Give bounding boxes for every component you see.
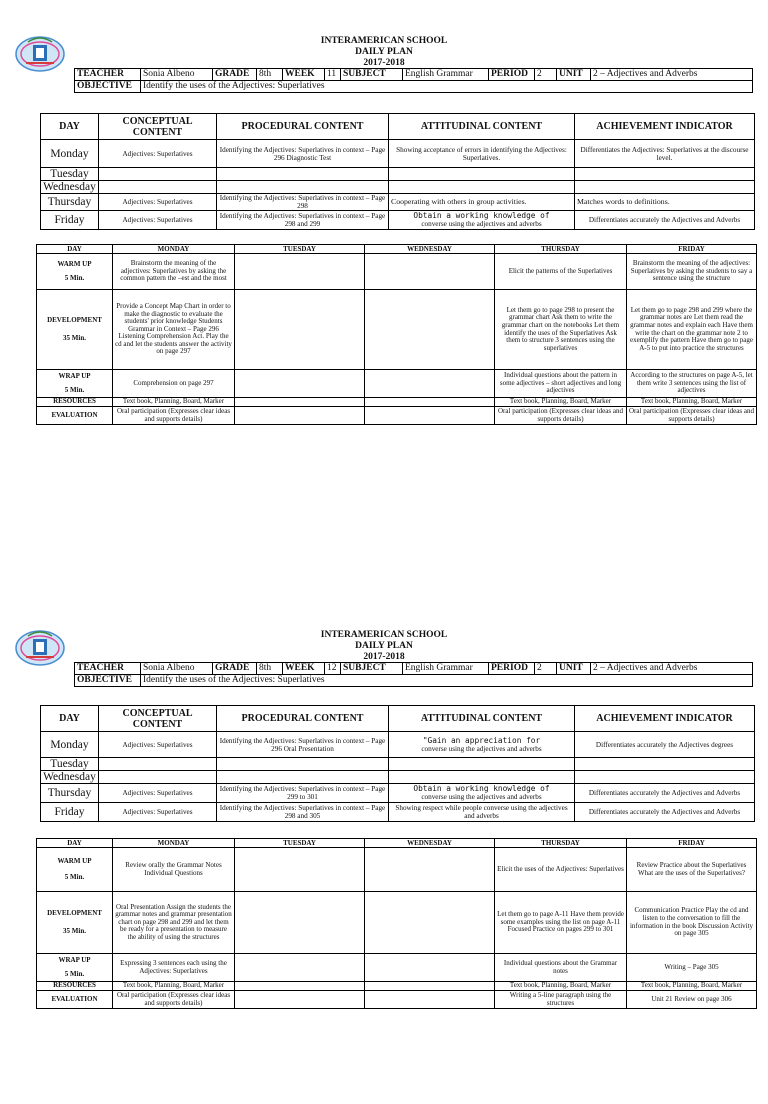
resources-monday: Text book, Planning, Board, Marker [113,982,235,991]
warmup-row [37,848,757,892]
period-label: PERIOD [489,663,535,675]
wrapup-wednesday [365,370,495,398]
evaluation-row [37,991,757,1009]
evaluation-wednesday [365,407,495,425]
resources-label: RESOURCES [37,982,113,991]
header-attitudinal: ATTITUDINAL CONTENT [389,706,575,732]
table-row [41,758,755,771]
evaluation-row [37,407,757,425]
attitudinal-line-a: "Gain an appreciation for [422,735,541,745]
achievement-cell: Differentiates accurately the Adjectives degrees [575,732,755,758]
development-label: DEVELOPMENT [47,908,102,917]
weekly-header-day: DAY [37,245,113,254]
development-thursday: Let them go to page 298 to present the grammar chart Ask them to write the grammar chart on the notebooks Let them identify the uses of the Superlatives Ask them to structure 3 sentences using the superlatives [495,290,627,370]
day-cell: Tuesday [41,758,99,771]
day-cell: Monday [41,732,99,758]
plan-document-week-12 [0,594,768,1104]
grade-value: 8th [257,69,283,81]
header-procedural: PROCEDURAL CONTENT [217,114,389,140]
school-name: INTERAMERICAN SCHOOL [320,630,448,640]
school-name: INTERAMERICAN SCHOOL [320,36,448,46]
header-day: DAY [41,706,99,732]
attitudinal-line-b: converse using the adjectives and adverbs [421,744,542,753]
attitudinal-cell: Cooperating with others in group activities. [389,194,575,211]
info-table [74,662,753,687]
attitudinal-line-a: Obtain a working knowledge of [413,784,550,793]
conceptual-cell: Adjectives: Superlatives [99,803,217,822]
week-value: 12 [325,663,341,675]
development-friday: Communication Practice Play the cd and listen to the conversation to fill the information in the book Discussion Activity on page 305 [627,892,757,954]
attitudinal-cell [389,168,575,181]
plan-title: DAILY PLAN [355,641,413,651]
wrapup-label-cell [37,954,113,982]
attitudinal-cell [389,181,575,194]
wrapup-row [37,370,757,398]
grade-value: 8th [257,663,283,675]
evaluation-thursday: Writing a 5-line paragraph using the structures [495,991,627,1009]
table-row [41,771,755,784]
day-cell: Wednesday [41,771,99,784]
evaluation-thursday: Oral participation (Expresses clear ideas and supports details) [495,407,627,425]
warmup-label: WARM UP [57,856,92,865]
development-monday: Oral Presentation Assign the students the grammar notes and grammar presentation chart on page 298 and 299 and let them be ready for a presentation to measure the ability of using the structures [113,892,235,954]
attitudinal-cell: Showing respect while people converse using the adjectives and adverbs [389,803,575,822]
weekly-table [36,838,757,1009]
attitudinal-line-a: Obtain a working knowledge of [413,211,550,220]
development-label-cell [37,290,113,370]
table-row [41,181,755,194]
achievement-cell [575,758,755,771]
wrapup-row [37,954,757,982]
wrapup-label: WRAP UP [58,955,91,964]
table-row [41,194,755,211]
warmup-friday: Brainstorm the meaning of the adjectives: Superlatives by asking the students to say a sentence using the structure [627,254,757,290]
weekly-table [36,244,757,425]
objective-value: Identify the uses of the Adjectives: Superlatives [141,675,753,687]
resources-monday: Text book, Planning, Board, Marker [113,398,235,407]
unit-value: 2 – Adjectives and Adverbs [591,663,753,675]
weekly-header-friday: FRIDAY [627,245,757,254]
procedural-cell [217,758,389,771]
unit-value: 2 – Adjectives and Adverbs [591,69,753,81]
procedural-cell: Identifying the Adjectives: Superlatives in context – Page 296 Oral Presentation [217,732,389,758]
resources-label: RESOURCES [37,398,113,407]
warmup-thursday: Elicit the uses of the Adjectives: Superlatives [495,848,627,892]
wrapup-monday: Comprehension on page 297 [113,370,235,398]
procedural-cell [217,181,389,194]
conceptual-cell [99,771,217,784]
day-cell: Thursday [41,784,99,803]
warmup-time: 5 Min. [64,273,85,282]
wrapup-time: 5 Min. [64,385,85,394]
header-attitudinal: ATTITUDINAL CONTENT [389,114,575,140]
day-cell: Friday [41,211,99,230]
table-row [41,211,755,230]
period-value: 2 [535,69,557,81]
weekly-header-friday: FRIDAY [627,839,757,848]
attitudinal-line-b: converse using the adjectives and adverbs [421,793,542,801]
plan-document-week-11 [0,0,768,510]
warmup-label: WARM UP [57,259,92,268]
day-cell: Wednesday [41,181,99,194]
day-cell: Thursday [41,194,99,211]
header-conceptual: CONCEPTUAL CONTENT [99,706,217,732]
objective-label: OBJECTIVE [75,675,141,687]
evaluation-label: EVALUATION [37,407,113,425]
wrapup-thursday: Individual questions about the Grammar notes [495,954,627,982]
table-row [41,732,755,758]
development-thursday: Let them go to page A-11 Have them provide some examples using the list on page A-11 Focused Practice on pages 299 to 301 [495,892,627,954]
conceptual-cell: Adjectives: Superlatives [99,211,217,230]
table-row [41,168,755,181]
grade-label: GRADE [213,663,257,675]
attitudinal-cell [389,732,575,758]
weekly-header-thursday: THURSDAY [495,245,627,254]
evaluation-friday: Oral participation (Expresses clear ideas and supports details) [627,407,757,425]
conceptual-cell: Adjectives: Superlatives [99,784,217,803]
warmup-tuesday [235,848,365,892]
resources-tuesday [235,398,365,407]
header-achievement: ACHIEVEMENT INDICATOR [575,114,755,140]
evaluation-tuesday [235,407,365,425]
achievement-cell: Differentiates the Adjectives: Superlatives at the discourse level. [575,140,755,168]
conceptual-cell [99,758,217,771]
evaluation-label: EVALUATION [37,991,113,1009]
evaluation-tuesday [235,991,365,1009]
warmup-time: 5 Min. [64,872,85,881]
resources-wednesday [365,398,495,407]
grade-label: GRADE [213,69,257,81]
header-conceptual: CONCEPTUAL CONTENT [99,114,217,140]
unit-label: UNIT [557,69,591,81]
resources-thursday: Text book, Planning, Board, Marker [495,982,627,991]
period-label: PERIOD [489,69,535,81]
table-row [41,784,755,803]
teacher-value: Sonia Albeno [141,663,213,675]
week-label: WEEK [283,663,325,675]
warmup-tuesday [235,254,365,290]
development-monday: Provide a Concept Map Chart in order to make the diagnostic to evaluate the students' prior knowledge Students Grammar in Context – Page 296 Listening Comprehension Act. Play the cd and let the students answer the activity on page 297 [113,290,235,370]
week-label: WEEK [283,69,325,81]
table-row [41,803,755,822]
development-friday: Let them go to page 298 and 299 where the grammar notes are Let them read the grammar notes and explain each Have them write the chart on the grammar note 2 to exemplify the pattern Have them go to page A-5 to put into practice the structures [627,290,757,370]
objective-value: Identify the uses of the Adjectives: Superlatives [141,81,753,93]
weekly-header-monday: MONDAY [113,245,235,254]
evaluation-friday: Unit 21 Review on page 306 [627,991,757,1009]
development-row [37,290,757,370]
resources-tuesday [235,982,365,991]
achievement-cell: Differentiates accurately the Adjectives and Adverbs [575,803,755,822]
resources-row [37,398,757,407]
wrapup-time: 5 Min. [64,969,85,978]
development-tuesday [235,892,365,954]
subject-value: English Grammar [403,69,489,81]
header-procedural: PROCEDURAL CONTENT [217,706,389,732]
resources-wednesday [365,982,495,991]
weekly-header-day: DAY [37,839,113,848]
weekly-header-tuesday: TUESDAY [235,839,365,848]
procedural-cell [217,771,389,784]
achievement-cell [575,771,755,784]
resources-row [37,982,757,991]
wrapup-tuesday [235,370,365,398]
achievement-cell [575,168,755,181]
weekly-header-thursday: THURSDAY [495,839,627,848]
resources-thursday: Text book, Planning, Board, Marker [495,398,627,407]
resources-friday: Text book, Planning, Board, Marker [627,398,757,407]
warmup-label-cell [37,848,113,892]
conceptual-cell: Adjectives: Superlatives [99,194,217,211]
development-label: DEVELOPMENT [47,315,102,324]
attitudinal-cell [389,758,575,771]
development-time: 35 Min. [63,926,86,935]
warmup-friday: Review Practice about the Superlatives What are the uses of the Superlatives? [627,848,757,892]
subject-value: English Grammar [403,663,489,675]
subject-label: SUBJECT [341,663,403,675]
achievement-cell: Differentiates accurately the Adjectives and Adverbs [575,784,755,803]
wrapup-label-cell [37,370,113,398]
warmup-wednesday [365,254,495,290]
procedural-cell [217,168,389,181]
warmup-wednesday [365,848,495,892]
attitudinal-cell [389,771,575,784]
teacher-label: TEACHER [75,69,141,81]
header-day: DAY [41,114,99,140]
wrapup-wednesday [365,954,495,982]
achievement-cell: Differentiates accurately the Adjectives and Adverbs [575,211,755,230]
warmup-monday: Brainstorm the meaning of the adjectives: Superlatives by asking the common pattern the –est and the most [113,254,235,290]
procedural-cell: Identifying the Adjectives: Superlatives in context – Page 298 [217,194,389,211]
weekly-header-tuesday: TUESDAY [235,245,365,254]
development-row [37,892,757,954]
warmup-monday: Review orally the Grammar Notes Individual Questions [113,848,235,892]
objective-label: OBJECTIVE [75,81,141,93]
evaluation-monday: Oral participation (Expresses clear ideas and supports details) [113,991,235,1009]
table-row [41,140,755,168]
evaluation-monday: Oral participation (Expresses clear ideas and supports details) [113,407,235,425]
subject-label: SUBJECT [341,69,403,81]
wrapup-thursday: Individual questions about the pattern in some adjectives – short adjectives and long adjectives [495,370,627,398]
wrapup-label: WRAP UP [58,371,91,380]
school-year: 2017-2018 [363,652,405,662]
unit-label: UNIT [557,663,591,675]
development-wednesday [365,892,495,954]
development-wednesday [365,290,495,370]
weekly-header-wednesday: WEDNESDAY [365,839,495,848]
wrapup-friday: Writing – Page 305 [627,954,757,982]
procedural-cell: Identifying the Adjectives: Superlatives in context – Page 298 and 305 [217,803,389,822]
achievement-cell: Matches words to definitions. [575,194,755,211]
header-achievement: ACHIEVEMENT INDICATOR [575,706,755,732]
day-cell: Monday [41,140,99,168]
period-value: 2 [535,663,557,675]
week-value: 11 [325,69,341,81]
warmup-label-cell [37,254,113,290]
development-label-cell [37,892,113,954]
resources-friday: Text book, Planning, Board, Marker [627,982,757,991]
teacher-label: TEACHER [75,663,141,675]
attitudinal-line-b: converse using the adjectives and adverbs [421,220,542,228]
weekly-header-monday: MONDAY [113,839,235,848]
conceptual-cell [99,168,217,181]
summary-table [40,705,755,822]
day-cell: Tuesday [41,168,99,181]
wrapup-tuesday [235,954,365,982]
wrapup-monday: Expressing 3 sentences each using the Adjectives: Superlatives [113,954,235,982]
development-tuesday [235,290,365,370]
summary-table [40,113,755,230]
evaluation-wednesday [365,991,495,1009]
wrapup-friday: According to the structures on page A-5, let them write 3 sentences using the list of adjectives [627,370,757,398]
weekly-header-wednesday: WEDNESDAY [365,245,495,254]
procedural-cell: Identifying the Adjectives: Superlatives in context – Page 298 and 299 [217,211,389,230]
plan-title: DAILY PLAN [355,47,413,57]
achievement-cell [575,181,755,194]
conceptual-cell [99,181,217,194]
warmup-thursday: Elicit the patterns of the Superlatives [495,254,627,290]
procedural-cell: Identifying the Adjectives: Superlatives in context – Page 299 to 301 [217,784,389,803]
procedural-cell: Identifying the Adjectives: Superlatives in context – Page 296 Diagnostic Test [217,140,389,168]
conceptual-cell: Adjectives: Superlatives [99,732,217,758]
teacher-value: Sonia Albeno [141,69,213,81]
warmup-row [37,254,757,290]
day-cell: Friday [41,803,99,822]
conceptual-cell: Adjectives: Superlatives [99,140,217,168]
attitudinal-cell: Showing acceptance of errors in identifying the Adjectives: Superlatives. [389,140,575,168]
attitudinal-cell [389,784,575,803]
attitudinal-cell [389,211,575,230]
development-time: 35 Min. [63,333,86,342]
school-year: 2017-2018 [363,58,405,68]
info-table [74,68,753,93]
